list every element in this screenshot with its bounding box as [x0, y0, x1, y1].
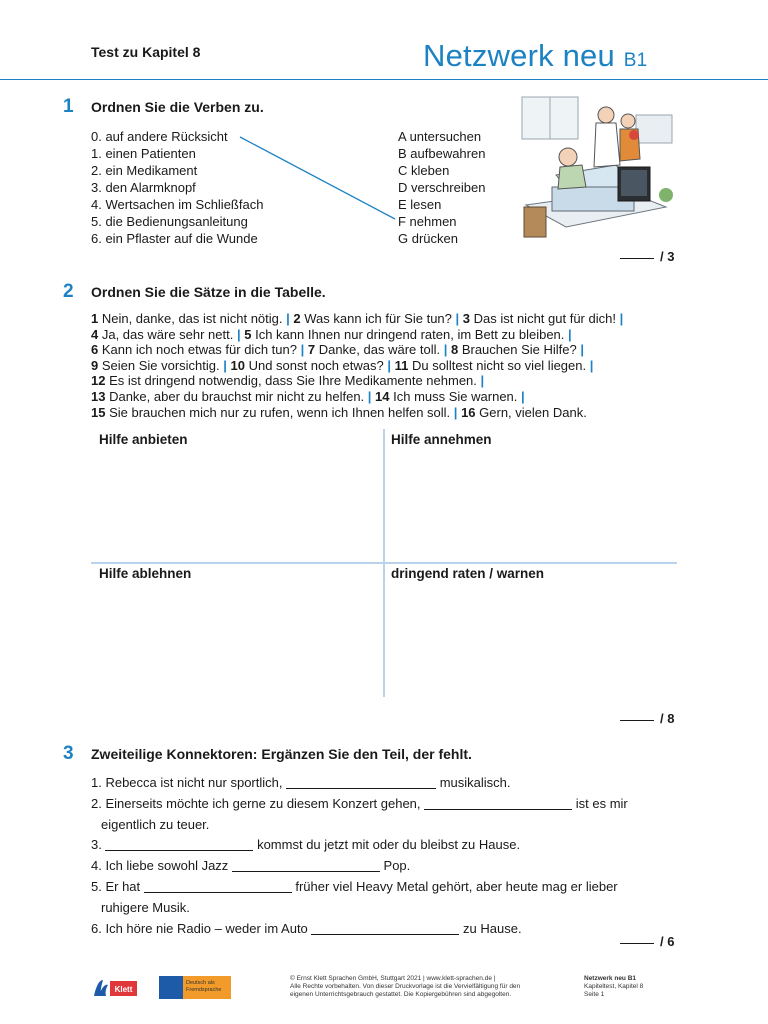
exercise-1-number: 1 [63, 96, 74, 117]
exercise-2-sentence-list [91, 311, 661, 420]
sentence-separator: | [236, 326, 241, 342]
list-item: 0. auf andere Rücksicht [91, 129, 228, 144]
score-blank [620, 943, 654, 944]
hospital-room-illustration [516, 95, 686, 245]
sentence-number: 14 [375, 388, 390, 404]
exercise-3-title: Zweiteilige Konnektoren: Ergänzen Sie den Teil, der fehlt. [91, 746, 472, 762]
sentence-number: 9 [91, 357, 99, 373]
exercise-1-score [620, 249, 674, 264]
sentence-separator: | [589, 357, 594, 373]
exercise-2-title: Ordnen Sie die Sätze in die Tabelle. [91, 284, 326, 300]
sentence-text: Gern, vielen Dank. [475, 404, 587, 420]
answer-blank[interactable] [424, 797, 572, 810]
sentence-number: 2 [293, 311, 301, 326]
sentence-line [91, 389, 661, 405]
sentence-line [91, 311, 661, 327]
brand-level: B1 [623, 50, 648, 71]
table-horizontal-divider [91, 562, 677, 564]
sentence-separator: | [480, 373, 485, 389]
sentence-number: 13 [91, 388, 106, 404]
daf-logo-text: Deutsch als Fremdsprache [183, 976, 231, 999]
klett-logo-text: Klett [114, 985, 133, 994]
sentence-separator: | [286, 311, 290, 326]
list-item: F nehmen [398, 214, 457, 229]
sentence-text: Und sonst noch etwas? [244, 357, 388, 373]
exercise-3-number: 3 [63, 743, 74, 764]
brand-name: Netzwerk neu [423, 38, 615, 73]
table-header-advise-warn: dringend raten / warnen [391, 566, 545, 581]
answer-blank[interactable] [144, 880, 292, 893]
list-item: 2. ein Medikament [91, 163, 198, 178]
answer-blank[interactable] [232, 859, 380, 872]
sentence-text: Ja, das wäre sehr nett. [98, 326, 237, 342]
sentence-number: 12 [91, 373, 106, 389]
sentence-line [91, 405, 661, 421]
sentence-number: 11 [394, 357, 409, 373]
list-item: 4. Wertsachen im Schließfach [91, 197, 264, 212]
list-item: eigentlich zu teuer. [101, 816, 210, 832]
sentence-number: 16 [461, 404, 476, 420]
daf-logo [159, 976, 231, 999]
answer-blank[interactable] [286, 776, 436, 789]
sentence-text: Danke, aber du brauchst mir nicht zu helfen. [105, 388, 368, 404]
sentence-separator: | [367, 388, 372, 404]
sentence-separator: | [300, 342, 305, 358]
sentence-separator: | [580, 342, 584, 358]
exercise-3-items [91, 773, 628, 939]
table-header-decline-help: Hilfe ablehnen [99, 566, 192, 581]
list-item: 2. Einerseits möchte ich gerne zu diesem Konzert gehen, ist es mir [91, 795, 628, 811]
score-max: / 8 [660, 711, 675, 726]
list-item: 6. Ich höre nie Radio – weder im Auto zu Hause. [91, 920, 522, 936]
list-item: 6. ein Pflaster auf die Wunde [91, 231, 258, 246]
score-blank [620, 720, 654, 721]
sentence-text: Es ist dringend notwendig, dass Sie Ihre Medikamente nehmen. [105, 373, 481, 389]
klett-logo [91, 976, 139, 1000]
sentence-line [91, 342, 661, 358]
list-item: C kleben [398, 163, 450, 178]
sentence-number: 3 [462, 311, 470, 326]
sentence-separator: | [619, 311, 624, 326]
sentence-line [91, 373, 661, 389]
sentence-text: Das ist nicht gut für dich! [470, 311, 620, 326]
list-item: 3. den Alarmknopf [91, 180, 196, 195]
list-item: 5. Er hat früher viel Heavy Metal gehört, aber heute mag er lieber [91, 878, 618, 894]
sentence-line [91, 358, 661, 374]
table-header-accept-help: Hilfe annehmen [391, 432, 492, 447]
score-blank [620, 258, 654, 259]
page-title: Test zu Kapitel 8 [91, 44, 201, 60]
sentence-text: Du solltest nicht so viel liegen. [408, 357, 590, 373]
sentence-number: 5 [244, 326, 252, 342]
sentence-separator: | [453, 404, 458, 420]
exercise-1-title: Ordnen Sie die Verben zu. [91, 99, 264, 115]
list-item: G drücken [398, 231, 458, 246]
list-item: 1. Rebecca ist nicht nur sportlich, musikalisch. [91, 775, 511, 790]
sentence-number: 8 [450, 342, 459, 358]
sentence-text: Sie brauchen mich nur zu rufen, wenn ich Ihnen helfen soll. [105, 404, 454, 420]
list-item: 4. Ich liebe sowohl Jazz Pop. [91, 858, 411, 874]
exercise-2-score [620, 711, 674, 726]
list-item: ruhigere Musik. [101, 899, 190, 915]
sentence-separator: | [455, 311, 460, 326]
table-header-offer-help: Hilfe anbieten [99, 432, 188, 447]
sentence-separator: | [443, 342, 448, 358]
answer-blank[interactable] [311, 922, 459, 935]
list-item: B aufbewahren [398, 146, 486, 161]
sentence-text: Danke, das wäre toll. [315, 342, 444, 358]
sentence-number: 10 [230, 357, 245, 373]
list-item: 1. einen Patienten [91, 146, 196, 161]
sentence-text: Ich kann Ihnen nur dringend raten, im Bett zu bleiben. [251, 326, 569, 342]
sentence-text: Nein, danke, das ist nicht nötig. [98, 311, 287, 326]
sentence-number: 4 [91, 326, 99, 342]
sentence-text: Seien Sie vorsichtig. [98, 357, 224, 373]
sentence-separator: | [568, 326, 572, 342]
answer-blank[interactable] [105, 838, 253, 851]
sentence-text: Was kann ich für Sie tun? [300, 311, 456, 326]
exercise-3-score [620, 934, 674, 949]
exercise-2-number: 2 [63, 281, 74, 302]
footer-book-info: Netzwerk neu B1 Kapiteltest, Kapitel 8 Seite 1 [584, 975, 644, 998]
sentence-text: Brauchen Sie Hilfe? [458, 342, 581, 358]
sentence-separator: | [521, 388, 525, 404]
score-max: / 6 [660, 934, 675, 949]
sentence-separator: | [387, 357, 391, 373]
score-max: / 3 [660, 249, 675, 264]
sentence-number: 7 [307, 342, 316, 358]
sentence-text: Kann ich noch etwas für dich tun? [98, 342, 301, 358]
list-item: D verschreiben [398, 180, 486, 195]
sentence-number: 15 [91, 404, 106, 420]
sentence-number: 1 [91, 311, 99, 326]
sentence-number: 6 [91, 342, 99, 358]
list-item: 3. kommst du jetzt mit oder du bleibst zu Hause. [91, 837, 521, 853]
list-item: E lesen [398, 197, 442, 212]
list-item: A untersuchen [398, 129, 482, 144]
footer-copyright: © Ernst Klett Sprachen GmbH, Stuttgart 2021 | www.klett-sprachen.de | Alle Rechte vorbehalten. Von dieser Druckvorlage ist die Vervielfältigung für den eigenen Unterrichtsgebrauch gestattet. Die Kopiergebühren sind abgegolten. [290, 975, 521, 998]
list-item: 5. die Bedienungsanleitung [91, 214, 248, 229]
sentence-text: Ich muss Sie warnen. [389, 388, 522, 404]
sentence-separator: | [223, 357, 227, 373]
sentence-line [91, 327, 661, 343]
